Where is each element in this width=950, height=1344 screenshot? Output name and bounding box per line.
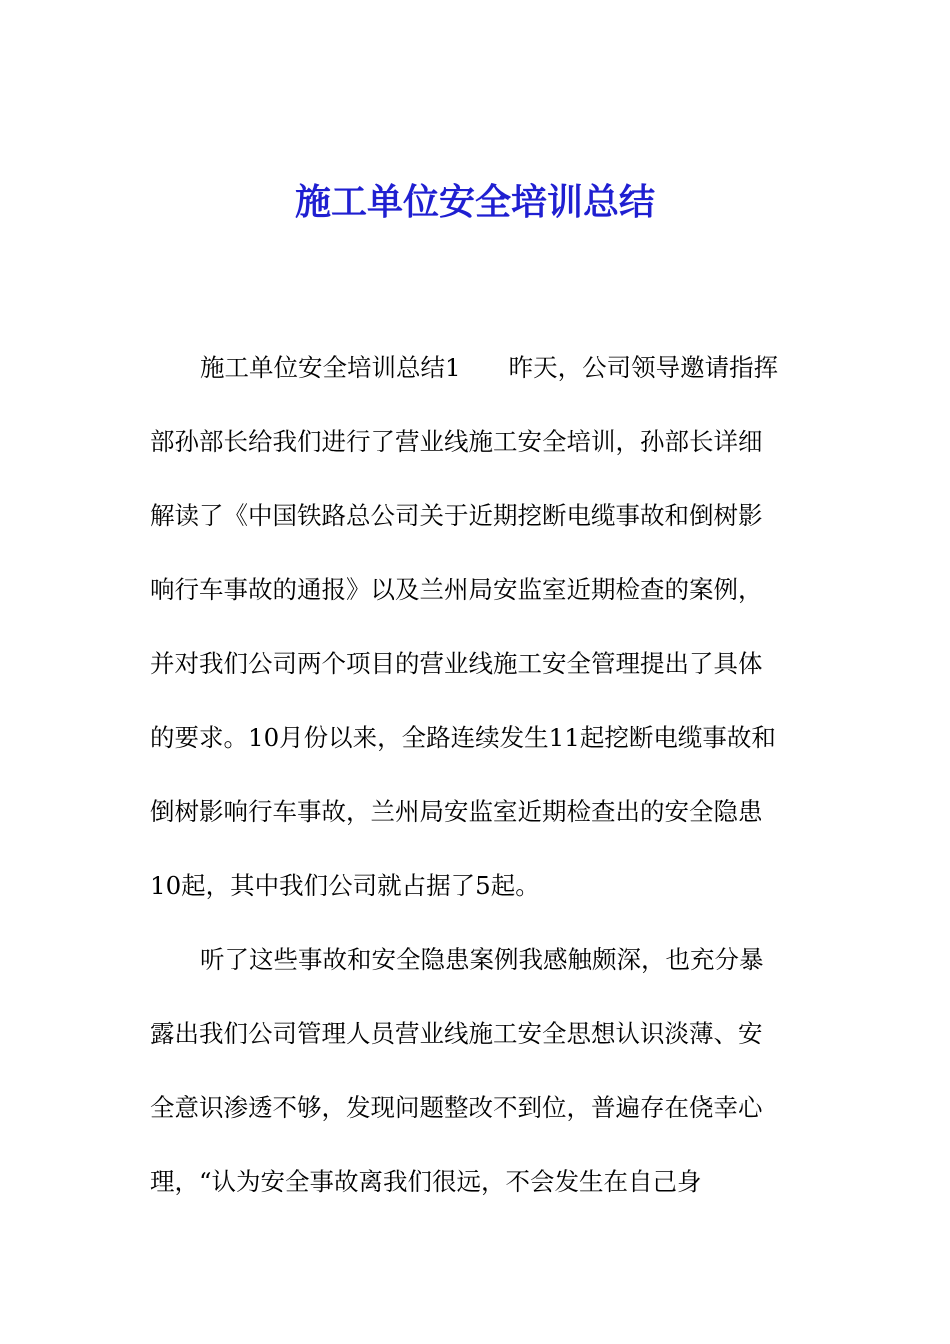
paragraph-1-heading: 施工单位安全培训总结1 [200,353,461,382]
paragraph-1-line-4: 响行车事故的通报》以及兰州局安监室近期检查的案例， [150,575,763,604]
paragraph-2-line-3: 全意识渗透不够，发现问题整改不到位，普遍存在侥幸心 [150,1093,763,1122]
paragraph-1-line-6: 的要求。10月份以来，全路连续发生11起挖断电缆事故和 [150,723,776,752]
paragraph-1-line-3: 解读了《中国铁路总公司关于近期挖断电缆事故和倒树影 [150,501,763,530]
paragraph-2-line-1: 听了这些事故和安全隐患案例我感触颇深，也充分暴 [200,945,764,974]
paragraph-1-line-2: 部孙部长给我们进行了营业线施工安全培训，孙部长详细 [150,427,763,456]
paragraph-2-line-2: 露出我们公司管理人员营业线施工安全思想认识淡薄、安 [150,1019,763,1048]
paragraph-1-line-5: 并对我们公司两个项目的营业线施工安全管理提出了具体 [150,649,763,678]
paragraph-2-line-4: 理，“认为安全事故离我们很远，不会发生在自己身 [150,1167,702,1196]
paragraph-1-line-7: 倒树影响行车事故，兰州局安监室近期检查出的安全隐患 [150,797,763,826]
document-title: 施工单位安全培训总结 [294,182,655,223]
document-body [150,331,806,1219]
paragraph-1-line-8: 10起，其中我们公司就占据了5起。 [150,871,540,900]
paragraph-1-line-1 [150,331,806,405]
paragraph-1-line-1-rest: 昨天，公司领导邀请指挥 [508,353,779,382]
